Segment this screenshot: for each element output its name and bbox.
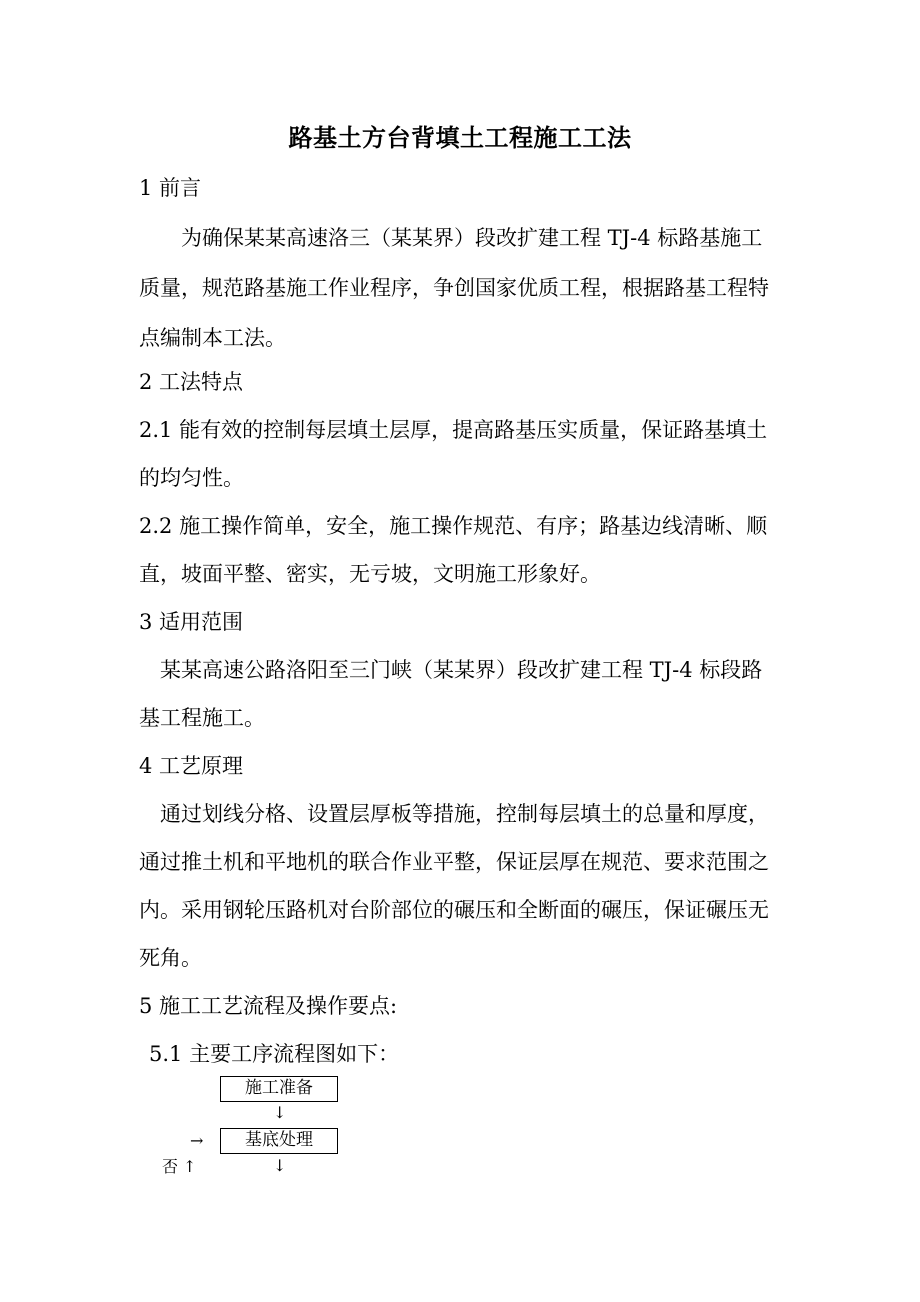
paragraph-line: 质量，规范路基施工作业程序，争创国家优质工程，根据路基工程特 bbox=[139, 276, 769, 300]
arrow-down-icon: ↓ bbox=[273, 1103, 287, 1122]
section-heading-3: 3 适用范围 bbox=[139, 610, 244, 634]
arrow-up-icon: ↑ bbox=[183, 1157, 197, 1176]
document-title: 路基土方台背填土工程施工工法 bbox=[288, 123, 632, 152]
paragraph-line: 内。采用钢轮压路机对台阶部位的碾压和全断面的碾压，保证碾压无 bbox=[139, 898, 769, 922]
paragraph-line: 点编制本工法。 bbox=[139, 326, 286, 350]
paragraph-line: 通过划线分格、设置层厚板等措施，控制每层填土的总量和厚度， bbox=[160, 802, 769, 826]
paragraph-line: 为确保某某高速洛三（某某界）段改扩建工程 TJ-4 标路基施工 bbox=[181, 226, 763, 250]
section-heading-2: 2 工法特点 bbox=[139, 370, 244, 394]
paragraph-line: 的均匀性。 bbox=[139, 466, 244, 490]
paragraph-line: 基工程施工。 bbox=[139, 706, 265, 730]
no-label: 否 bbox=[162, 1157, 179, 1176]
paragraph-line: 通过推土机和平地机的联合作业平整，保证层厚在规范、要求范围之 bbox=[139, 850, 769, 874]
flow-box-preparation: 施工准备 bbox=[220, 1076, 338, 1102]
paragraph-line: 某某高速公路洛阳至三门峡（某某界）段改扩建工程 TJ-4 标段路 bbox=[160, 658, 763, 682]
subsection-heading: 5.1 主要工序流程图如下： bbox=[149, 1042, 400, 1066]
paragraph-line: 2.1 能有效的控制每层填土层厚，提高路基压实质量，保证路基填土 bbox=[139, 418, 768, 442]
section-heading-1: 1 前言 bbox=[139, 176, 202, 200]
arrow-down-icon: ↓ bbox=[273, 1156, 287, 1175]
arrow-right-icon: → bbox=[190, 1131, 204, 1150]
section-heading-5: 5 施工工艺流程及操作要点: bbox=[139, 994, 398, 1018]
paragraph-line: 2.2 施工操作简单，安全，施工操作规范、有序；路基边线清晰、顺 bbox=[139, 514, 768, 538]
paragraph-line: 直，坡面平整、密实，无亏坡，文明施工形象好。 bbox=[139, 562, 601, 586]
flow-box-foundation-treatment: 基底处理 bbox=[220, 1128, 338, 1154]
paragraph-line: 死角。 bbox=[139, 946, 202, 970]
section-heading-4: 4 工艺原理 bbox=[139, 754, 244, 778]
